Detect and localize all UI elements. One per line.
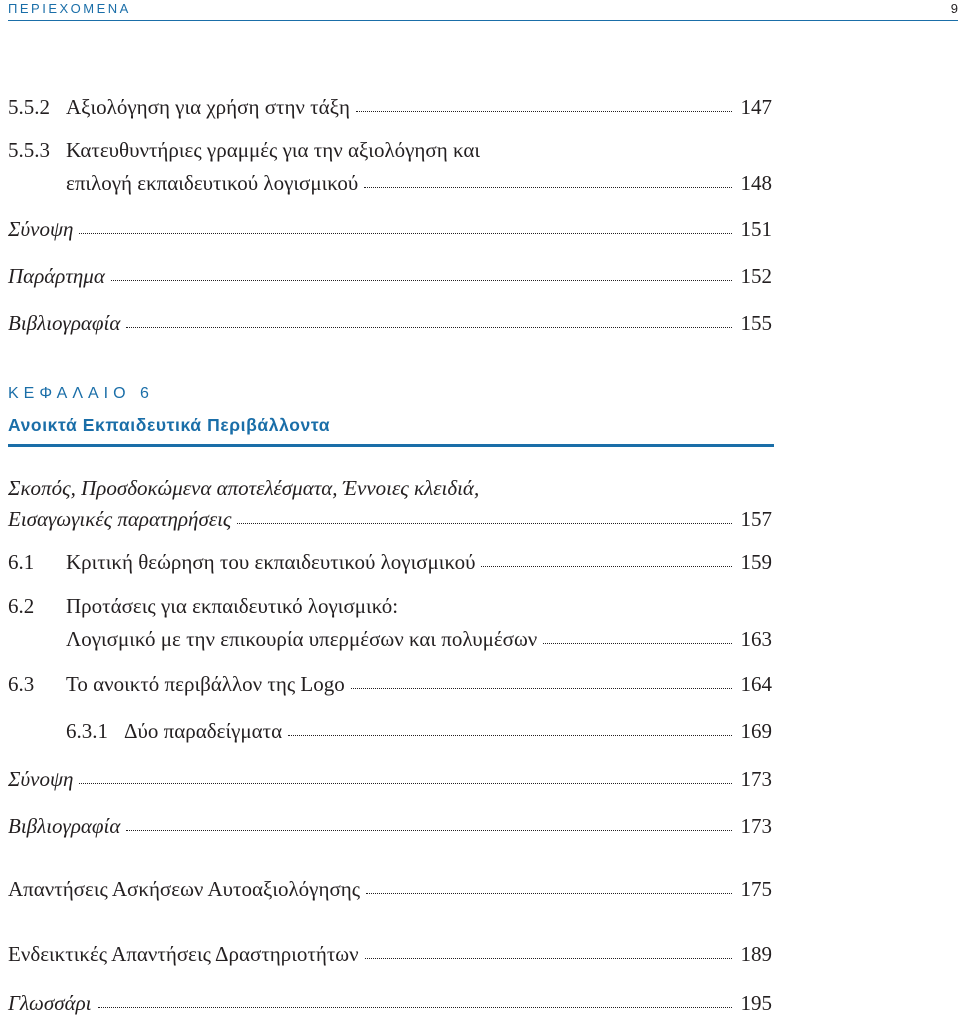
toc-entry <box>8 813 772 839</box>
toc-entry-title: Αξιολόγηση για χρήση στην τάξη <box>66 95 350 119</box>
dot-leader <box>126 829 732 831</box>
toc-entry-first-line <box>8 593 398 619</box>
dot-leader <box>98 1006 732 1008</box>
toc-entry-title: Δύο παραδείγματα <box>124 719 283 743</box>
dot-leader <box>288 734 732 736</box>
toc-entry <box>8 506 772 532</box>
toc-entry-page: 159 <box>740 550 772 574</box>
toc-entry <box>66 170 772 196</box>
dot-leader <box>79 782 732 784</box>
toc-entry-first-line <box>8 475 479 501</box>
toc-entry <box>66 626 772 652</box>
toc-entry <box>8 941 772 967</box>
toc-entry <box>8 549 772 575</box>
toc-entry <box>8 876 772 902</box>
toc-entry-title: Κριτική θεώρηση του εκπαιδευτικού λογισμικού <box>66 550 476 574</box>
toc-entry-page: 163 <box>740 627 772 651</box>
toc-entry-page: 173 <box>740 767 772 791</box>
toc-entry-page: 148 <box>740 171 772 195</box>
toc-entry-title: Βιβλιογραφία <box>8 814 121 838</box>
toc-entry-title: Απαντήσεις Ασκήσεων Αυτοαξιολόγησης <box>8 877 361 901</box>
dot-leader <box>365 957 732 959</box>
page-number: 9 <box>950 1 958 16</box>
toc-entry-title-line1: Προτάσεις για εκπαιδευτικό λογισμικό: <box>66 594 399 618</box>
toc-entry-number: 5.5.2 <box>8 95 50 119</box>
toc-entry <box>8 766 772 792</box>
running-head-title: ΠΕΡΙΕΧΟΜΕΝΑ <box>8 1 131 16</box>
toc-entry <box>8 94 772 120</box>
toc-entry <box>8 263 772 289</box>
toc-entry-title-line1: Κατευθυντήριες γραμμές για την αξιολόγηση και <box>66 138 481 162</box>
toc-entry-page: 152 <box>740 264 772 288</box>
dot-leader <box>366 892 732 894</box>
toc-entry <box>66 718 772 744</box>
toc-entry-page: 189 <box>740 942 772 966</box>
toc-entry-title: Εισαγωγικές παρατηρήσεις <box>8 507 232 531</box>
toc-entry-number: 5.5.3 <box>8 138 50 162</box>
dot-leader <box>237 522 732 524</box>
toc-entry <box>8 990 772 1016</box>
toc-entry-title: Γλωσσάρι <box>8 991 92 1015</box>
toc-entry-title: Σύνοψη <box>8 217 74 241</box>
toc-entry-title: Βιβλιογραφία <box>8 311 121 335</box>
toc-entry-number: 6.3 <box>8 672 35 696</box>
dot-leader <box>111 279 732 281</box>
chapter-label: ΚΕΦΑΛΑΙΟ 6 <box>8 385 154 402</box>
toc-entry-number: 6.2 <box>8 594 35 618</box>
toc-entry-title-line1: Σκοπός, Προσδοκώμενα αποτελέσματα, Έννοιες κλειδιά, <box>8 476 480 500</box>
toc-entry-page: 195 <box>740 991 772 1015</box>
toc-entry-page: 175 <box>740 877 772 901</box>
toc-entry-page: 169 <box>740 719 772 743</box>
toc-entry-title: Λογισμικό με την επικουρία υπερμέσων και πολυμέσων <box>66 627 538 651</box>
chapter-title: Ανοικτά Εκπαιδευτικά Περιβάλλοντα <box>8 415 331 435</box>
toc-entry-number: 6.3.1 <box>66 719 108 743</box>
dot-leader <box>481 565 732 567</box>
toc-entry-first-line <box>8 137 480 163</box>
dot-leader <box>364 186 732 188</box>
toc-entry-number: 6.1 <box>8 550 35 574</box>
toc-entry-page: 164 <box>740 672 772 696</box>
toc-entry <box>8 310 772 336</box>
toc-entry <box>8 216 772 242</box>
toc-entry <box>8 671 772 697</box>
dot-leader <box>356 110 732 112</box>
toc-entry-title: επιλογή εκπαιδευτικού λογισμικού <box>66 171 359 195</box>
chapter-rule <box>8 444 774 447</box>
toc-entry-title: Σύνοψη <box>8 767 74 791</box>
toc-entry-page: 147 <box>740 95 772 119</box>
toc-entry-title: Ενδεικτικές Απαντήσεις Δραστηριοτήτων <box>8 942 359 966</box>
toc-entry-page: 155 <box>740 311 772 335</box>
dot-leader <box>351 687 732 689</box>
toc-entry-page: 151 <box>740 217 772 241</box>
toc-entry-page: 173 <box>740 814 772 838</box>
toc-entry-title: Το ανοικτό περιβάλλον της Logo <box>66 672 345 696</box>
dot-leader <box>543 642 732 644</box>
dot-leader <box>79 232 732 234</box>
toc-entry-page: 157 <box>740 507 772 531</box>
dot-leader <box>126 326 732 328</box>
toc-entry-title: Παράρτημα <box>8 264 105 288</box>
